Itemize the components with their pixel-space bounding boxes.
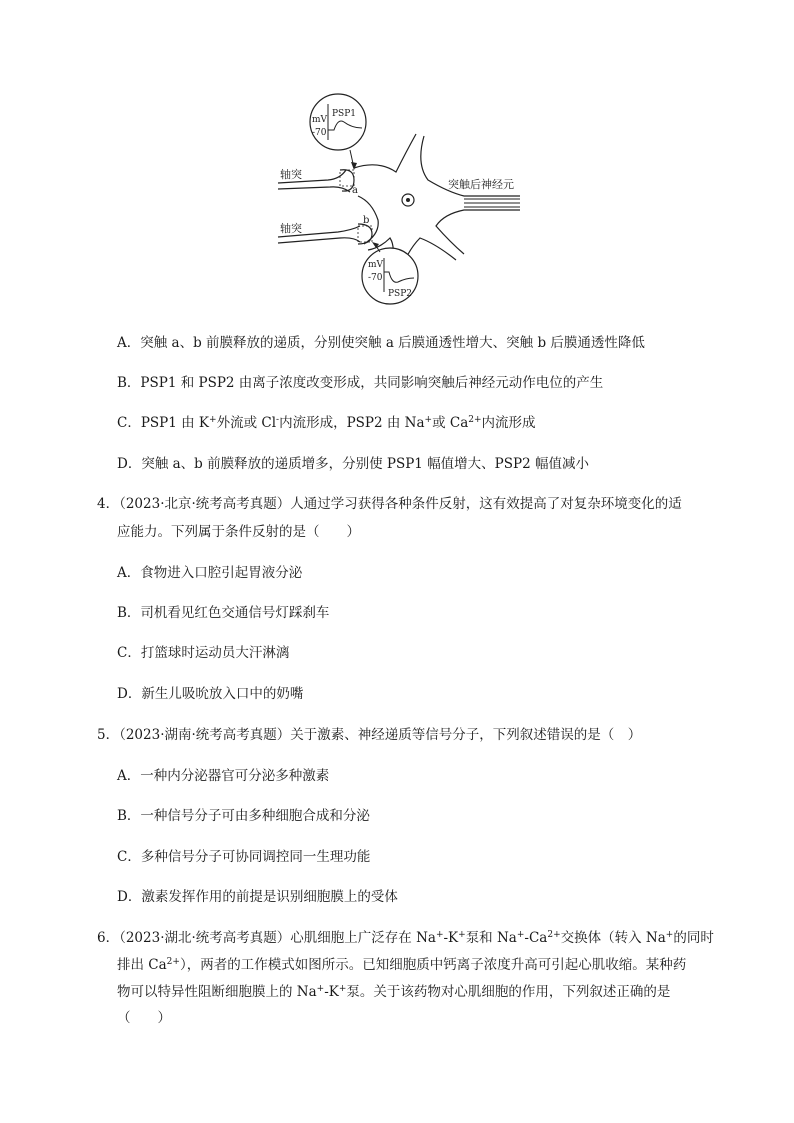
q6-stem-line4: （ ） [117,1010,171,1026]
q5-option-b[interactable]: B．一种信号分子可由多种细胞合成和分泌 [117,808,370,824]
synapse-diagram [268,92,530,308]
psp1-unit: mV [312,115,328,125]
label-b: b [363,215,370,226]
psp1-title: PSP1 [332,109,357,119]
q5-option-d[interactable]: D．激素发挥作用的前提是识别细胞膜上的受体 [117,889,398,905]
q3-option-a[interactable]: A．突触 a、b 前膜释放的递质，分别使突触 a 后膜通透性增大、突触 b 后膜通透性降低 [117,335,645,351]
q4-option-c[interactable]: C．打篮球时运动员大汗淋漓 [117,645,290,661]
q4-option-d[interactable]: D．新生儿吸吮放入口中的奶嘴 [117,686,304,702]
label-axon-top: 轴突 [280,168,302,181]
q5-option-c[interactable]: C．多种信号分子可协同调控同一生理功能 [117,849,371,865]
psp1-value: -70 [312,128,327,138]
psp2-value: -70 [368,273,383,283]
q5-option-a[interactable]: A．一种内分泌器官可分泌多种激素 [117,768,330,784]
q5-stem: 5．（2023·湖南·统考高考真题）关于激素、神经递质等信号分子，下列叙述错误的是（ ） [97,727,642,743]
psp2-title: PSP2 [388,289,413,299]
q3-option-c[interactable]: C．PSP1 由 K+外流或 Cl-内流形成，PSP2 由 Na+或 $Ca^{2+}$内流形成 [117,415,536,431]
q6-stem-line1: 6．（2023·湖北·统考高考真题）心肌细胞上广泛存在 Na+-K+泵和 $Na^+-Ca^{2+}$交换体（转入 Na+的同时 [97,930,714,946]
q3-option-d[interactable]: D．突触 a、b 前膜释放的递质增多，分别使 PSP1 幅值增大、PSP2 幅值减小 [117,456,589,472]
label-postsynaptic: 突触后神经元 [448,178,514,191]
q4-option-b[interactable]: B．司机看见红色交通信号灯踩刹车 [117,605,330,621]
psp2-unit: mV [368,260,384,270]
q4-stem-line2: 应能力。下列属于条件反射的是（ ） [117,524,360,540]
q3-option-b[interactable]: B．PSP1 和 PSP2 由离子浓度改变形成，共同影响突触后神经元动作电位的产生 [117,375,604,391]
label-axon-bottom: 轴突 [280,222,302,235]
q6-stem-line3: 物可以特异性阻断细胞膜上的 Na+-K+泵。关于该药物对心肌细胞的作用，下列叙述正确的是 [117,984,671,1000]
q4-option-a[interactable]: A．食物进入口腔引起胃液分泌 [117,565,303,581]
q4-stem-line1: 4．（2023·北京·统考高考真题）人通过学习获得各种条件反射，这有效提高了对复杂环境变化的适 [97,496,682,512]
label-a: a [352,185,358,196]
q6-stem-line2: 排出 $Ca^{2+}$），两者的工作模式如图所示。已知细胞质中钙离子浓度升高可引起心肌收缩。某种药 [117,957,687,973]
postsynaptic-axon-lines [464,199,520,207]
